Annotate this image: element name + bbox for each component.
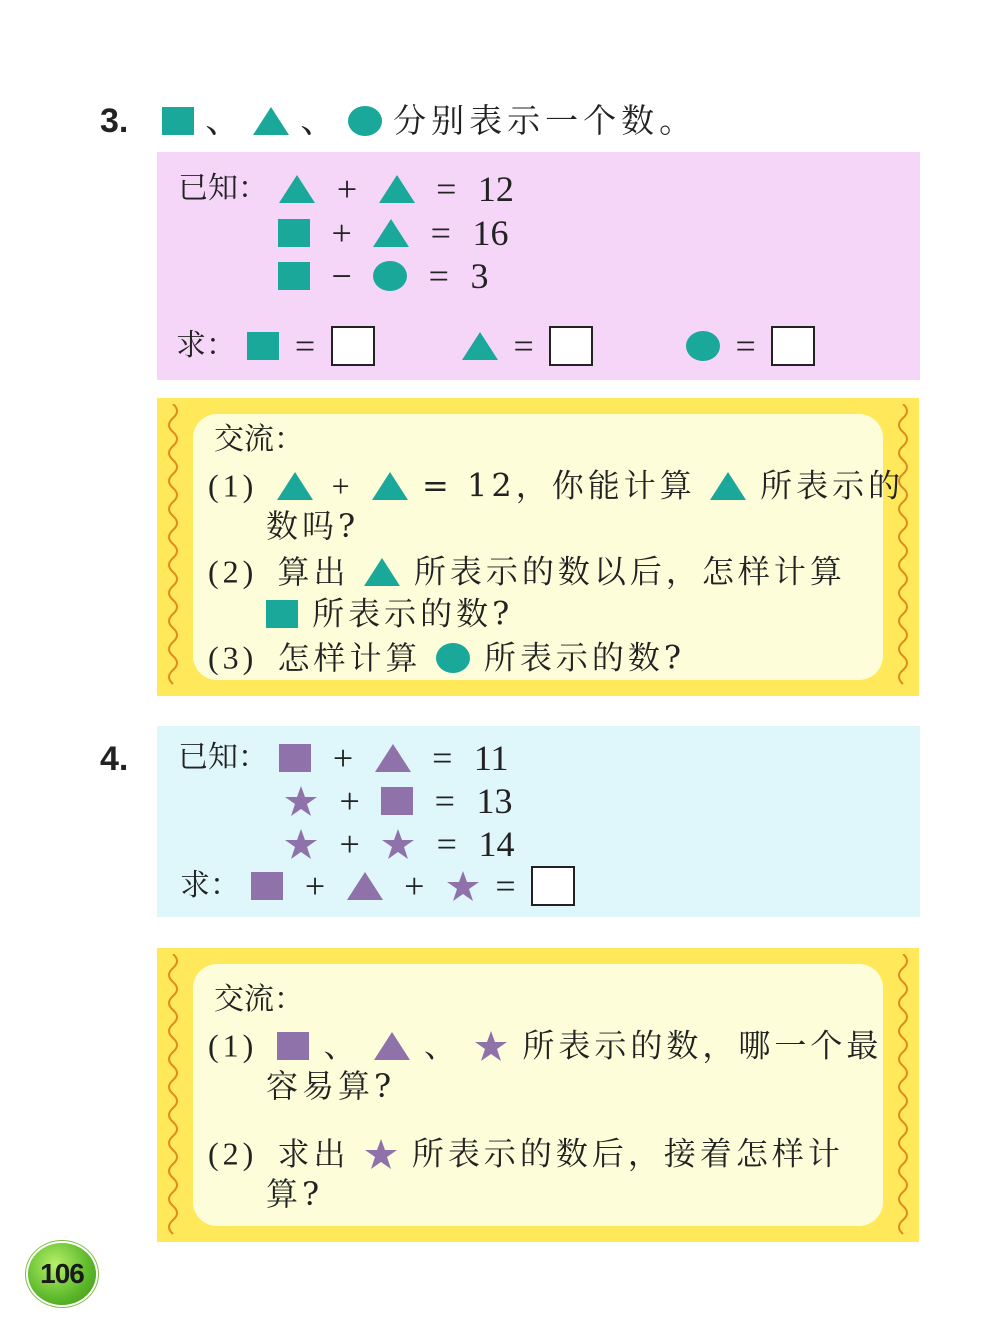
triangle-icon xyxy=(277,472,313,500)
separator: 、 xyxy=(424,1026,461,1065)
answer-box-circle[interactable] xyxy=(771,326,815,366)
plus-sign: + xyxy=(304,866,326,906)
result-value: 11 xyxy=(473,738,509,778)
q3-find-triangle xyxy=(462,322,593,368)
triangle-icon xyxy=(372,472,408,500)
discussion-title: 交流： xyxy=(214,422,304,457)
equals-sign: = xyxy=(434,781,455,821)
q1-text: 所表示的数，哪一个最 xyxy=(522,1026,883,1065)
q2-text: 算出 xyxy=(277,552,350,591)
equals-sign: = xyxy=(432,738,453,778)
q3-equation-1 xyxy=(178,165,514,211)
minus-sign: − xyxy=(331,256,352,296)
q4-equation-3 xyxy=(284,820,514,866)
q3-equation-2 xyxy=(278,209,508,255)
item-number: (1) xyxy=(208,1027,258,1064)
q3-equation-3 xyxy=(278,252,488,298)
separator: 、 xyxy=(323,1026,360,1065)
separator: 、 xyxy=(300,100,337,141)
disc1-question-3 xyxy=(208,633,685,680)
q4-find-row xyxy=(180,862,575,908)
find-label: 求： xyxy=(176,328,236,363)
triangle-icon xyxy=(375,744,411,772)
known-label: 已知： xyxy=(178,171,268,206)
page-number-badge xyxy=(28,1243,96,1305)
q3-find-row xyxy=(176,322,375,368)
item-number: (2) xyxy=(208,1135,258,1172)
q3-text: 怎样计算 xyxy=(277,638,422,677)
q2-text: 求出 xyxy=(277,1134,350,1173)
triangle-icon xyxy=(253,107,289,135)
equals-sign: = xyxy=(430,213,451,253)
disc2-question-1 xyxy=(208,1021,882,1068)
star-icon xyxy=(364,1138,398,1170)
discussion-title: 交流： xyxy=(214,982,304,1017)
plus-sign: + xyxy=(404,866,425,906)
item-number: (3) xyxy=(208,639,258,676)
star-icon xyxy=(284,785,318,817)
circle-icon xyxy=(373,261,407,291)
triangle-icon xyxy=(347,872,383,900)
star-icon xyxy=(381,828,415,860)
plus-sign: + xyxy=(332,738,354,778)
item-number: (1) xyxy=(208,467,258,504)
result-value: 16 xyxy=(472,213,509,253)
separator: 、 xyxy=(205,100,242,141)
equals-sign: = xyxy=(436,169,457,209)
swirl-border-right-icon xyxy=(893,954,913,1236)
page-number: 106 xyxy=(40,1258,84,1289)
q2-text-mid: 所表示的数以后，怎样计算 xyxy=(413,552,846,591)
answer-box-triangle[interactable] xyxy=(549,326,593,366)
disc1-question-1 xyxy=(208,461,904,508)
square-icon xyxy=(278,219,310,247)
plus-sign: + xyxy=(339,824,360,864)
triangle-icon xyxy=(374,1032,410,1060)
find-label: 求： xyxy=(180,868,240,903)
equals-sign: = xyxy=(436,824,457,864)
circle-icon xyxy=(348,106,382,136)
disc1-question-2 xyxy=(208,547,846,594)
q3-find-circle xyxy=(686,322,815,368)
swirl-border-right-icon xyxy=(893,404,913,690)
triangle-icon xyxy=(379,175,415,203)
result-value: 12 xyxy=(477,169,514,209)
triangle-icon xyxy=(462,332,498,360)
swirl-border-left-icon xyxy=(163,404,183,690)
q3-heading xyxy=(100,97,697,143)
star-icon xyxy=(446,870,480,902)
star-icon xyxy=(284,828,318,860)
q3-intro: 分别表示一个数。 xyxy=(393,101,698,140)
equals-sign: = xyxy=(428,256,449,296)
star-icon xyxy=(474,1030,508,1062)
q3-text-end: 所表示的数? xyxy=(483,638,686,677)
answer-box-square[interactable] xyxy=(331,326,375,366)
circle-icon xyxy=(436,643,470,673)
answer-box-sum[interactable] xyxy=(531,866,575,906)
square-icon xyxy=(279,744,311,772)
square-icon xyxy=(162,107,194,135)
plus-sign: + xyxy=(331,467,354,504)
plus-sign: + xyxy=(336,169,358,209)
square-icon xyxy=(278,262,310,290)
q2-text-mid: 所表示的数后，接着怎样计 xyxy=(411,1134,844,1173)
plus-sign: + xyxy=(331,213,352,253)
plus-sign: + xyxy=(339,781,360,821)
triangle-icon xyxy=(373,219,409,247)
square-icon xyxy=(266,600,298,628)
equals-sign: = xyxy=(294,326,316,366)
swirl-border-left-icon xyxy=(163,954,183,1236)
disc1-question-2-cont xyxy=(266,589,513,636)
result-value: 14 xyxy=(478,824,515,864)
triangle-icon xyxy=(279,175,315,203)
result-value: 13 xyxy=(476,781,513,821)
disc1-question-1-cont: 数吗? xyxy=(266,507,360,545)
q4-equation-2 xyxy=(284,777,512,823)
circle-icon xyxy=(686,331,720,361)
item-number: (2) xyxy=(208,553,258,590)
known-label: 已知： xyxy=(178,740,268,775)
equals-sign: = xyxy=(495,866,516,906)
square-icon xyxy=(251,872,283,900)
disc2-question-1-cont: 容易算? xyxy=(266,1067,396,1105)
disc2-question-2 xyxy=(208,1129,844,1176)
result-value: 3 xyxy=(470,256,489,296)
square-icon xyxy=(381,787,413,815)
disc2-question-2-cont: 算? xyxy=(266,1175,324,1213)
q3-number: 3. xyxy=(100,102,129,140)
triangle-icon xyxy=(710,472,746,500)
q4-equation-1 xyxy=(178,734,509,780)
q1-text-end: 所表示的 xyxy=(760,466,905,505)
triangle-icon xyxy=(364,558,400,586)
q1-text: = 12，你能计算 xyxy=(422,466,696,505)
square-icon xyxy=(277,1032,309,1060)
q2-text-end: 所表示的数? xyxy=(312,594,514,633)
equals-sign: = xyxy=(735,326,756,366)
q4-number: 4. xyxy=(100,740,129,778)
square-icon xyxy=(247,332,279,360)
q4-heading xyxy=(100,735,128,781)
equals-sign: = xyxy=(513,326,534,366)
